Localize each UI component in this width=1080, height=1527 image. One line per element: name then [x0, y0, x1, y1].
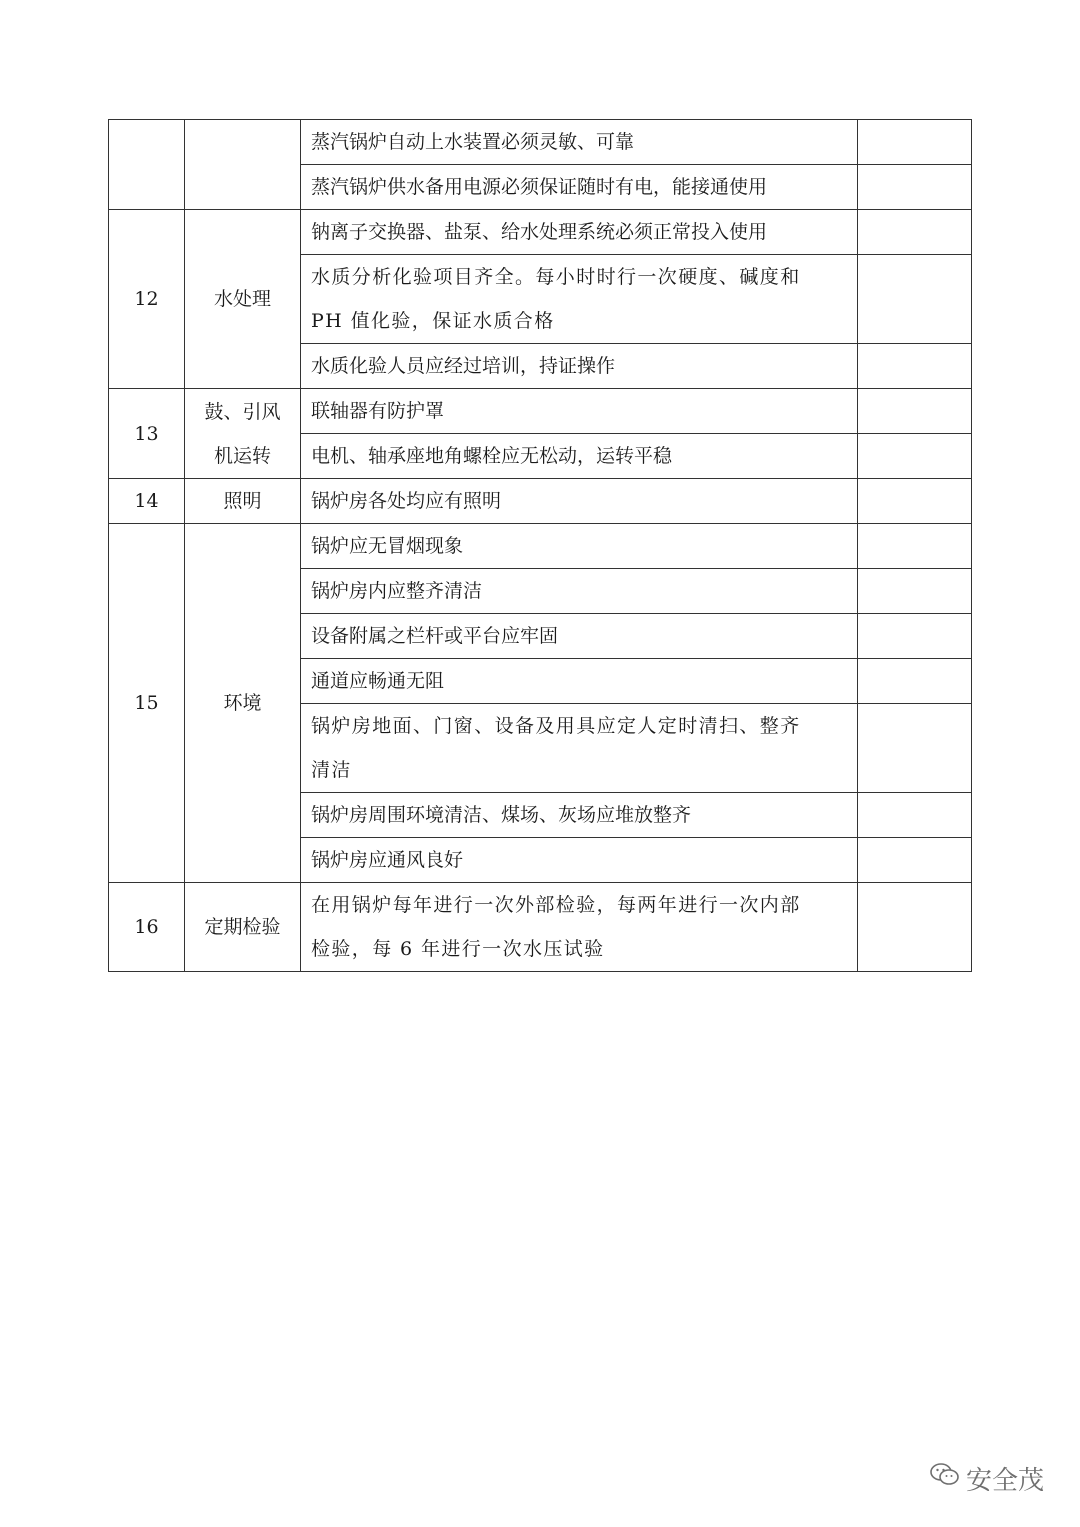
result-cell	[858, 569, 972, 614]
requirement-cell: 在用锅炉每年进行一次外部检验，每两年进行一次内部 检验，每 6 年进行一次水压试验	[301, 883, 858, 972]
result-cell	[858, 165, 972, 210]
requirement-cell: 水质分析化验项目齐全。每小时时行一次硬度、碱度和 PH 值化验，保证水质合格	[301, 255, 858, 344]
inspection-item-cell: 定期检验	[185, 883, 301, 972]
result-cell	[858, 389, 972, 434]
checklist-table	[108, 119, 972, 972]
table-row	[109, 210, 972, 255]
result-cell	[858, 434, 972, 479]
requirement-cell: 联轴器有防护罩	[301, 389, 858, 434]
requirement-cell: 锅炉房内应整齐清洁	[301, 569, 858, 614]
requirement-cell: 锅炉房周围环境清洁、煤场、灰场应堆放整齐	[301, 793, 858, 838]
inspection-item-cell: 鼓、引风 机运转	[185, 389, 301, 479]
requirement-cell: 锅炉房各处均应有照明	[301, 479, 858, 524]
requirement-cell: 蒸汽锅炉供水备用电源必须保证随时有电，能接通使用	[301, 165, 858, 210]
requirement-cell: 设备附属之栏杆或平台应牢固	[301, 614, 858, 659]
result-cell	[858, 255, 972, 344]
requirement-cell: 蒸汽锅炉自动上水装置必须灵敏、可靠	[301, 120, 858, 165]
row-number-cell: 13	[109, 389, 185, 479]
requirement-cell: 通道应畅通无阻	[301, 659, 858, 704]
requirement-cell: 锅炉房应通风良好	[301, 838, 858, 883]
watermark	[930, 1460, 1044, 1497]
result-cell	[858, 524, 972, 569]
inspection-item-cell	[185, 120, 301, 210]
wechat-icon	[930, 1462, 960, 1495]
row-number-cell: 16	[109, 883, 185, 972]
result-cell	[858, 479, 972, 524]
result-cell	[858, 883, 972, 972]
requirement-cell: 锅炉应无冒烟现象	[301, 524, 858, 569]
table-row	[109, 883, 972, 972]
table-row	[109, 389, 972, 434]
inspection-item-cell: 照明	[185, 479, 301, 524]
result-cell	[858, 838, 972, 883]
requirement-cell: 电机、轴承座地角螺栓应无松动，运转平稳	[301, 434, 858, 479]
row-number-cell: 12	[109, 210, 185, 389]
result-cell	[858, 793, 972, 838]
row-number-cell	[109, 120, 185, 210]
result-cell	[858, 344, 972, 389]
requirement-cell: 水质化验人员应经过培训，持证操作	[301, 344, 858, 389]
result-cell	[858, 704, 972, 793]
requirement-cell: 钠离子交换器、盐泵、给水处理系统必须正常投入使用	[301, 210, 858, 255]
table-row	[109, 120, 972, 165]
result-cell	[858, 659, 972, 704]
watermark-text: 安全茂	[966, 1466, 1045, 1496]
result-cell	[858, 120, 972, 165]
row-number-cell: 15	[109, 524, 185, 883]
result-cell	[858, 614, 972, 659]
inspection-item-cell: 环境	[185, 524, 301, 883]
table-row	[109, 524, 972, 569]
result-cell	[858, 210, 972, 255]
table-row	[109, 479, 972, 524]
row-number-cell: 14	[109, 479, 185, 524]
requirement-cell: 锅炉房地面、门窗、设备及用具应定人定时清扫、整齐 清洁	[301, 704, 858, 793]
inspection-item-cell: 水处理	[185, 210, 301, 389]
